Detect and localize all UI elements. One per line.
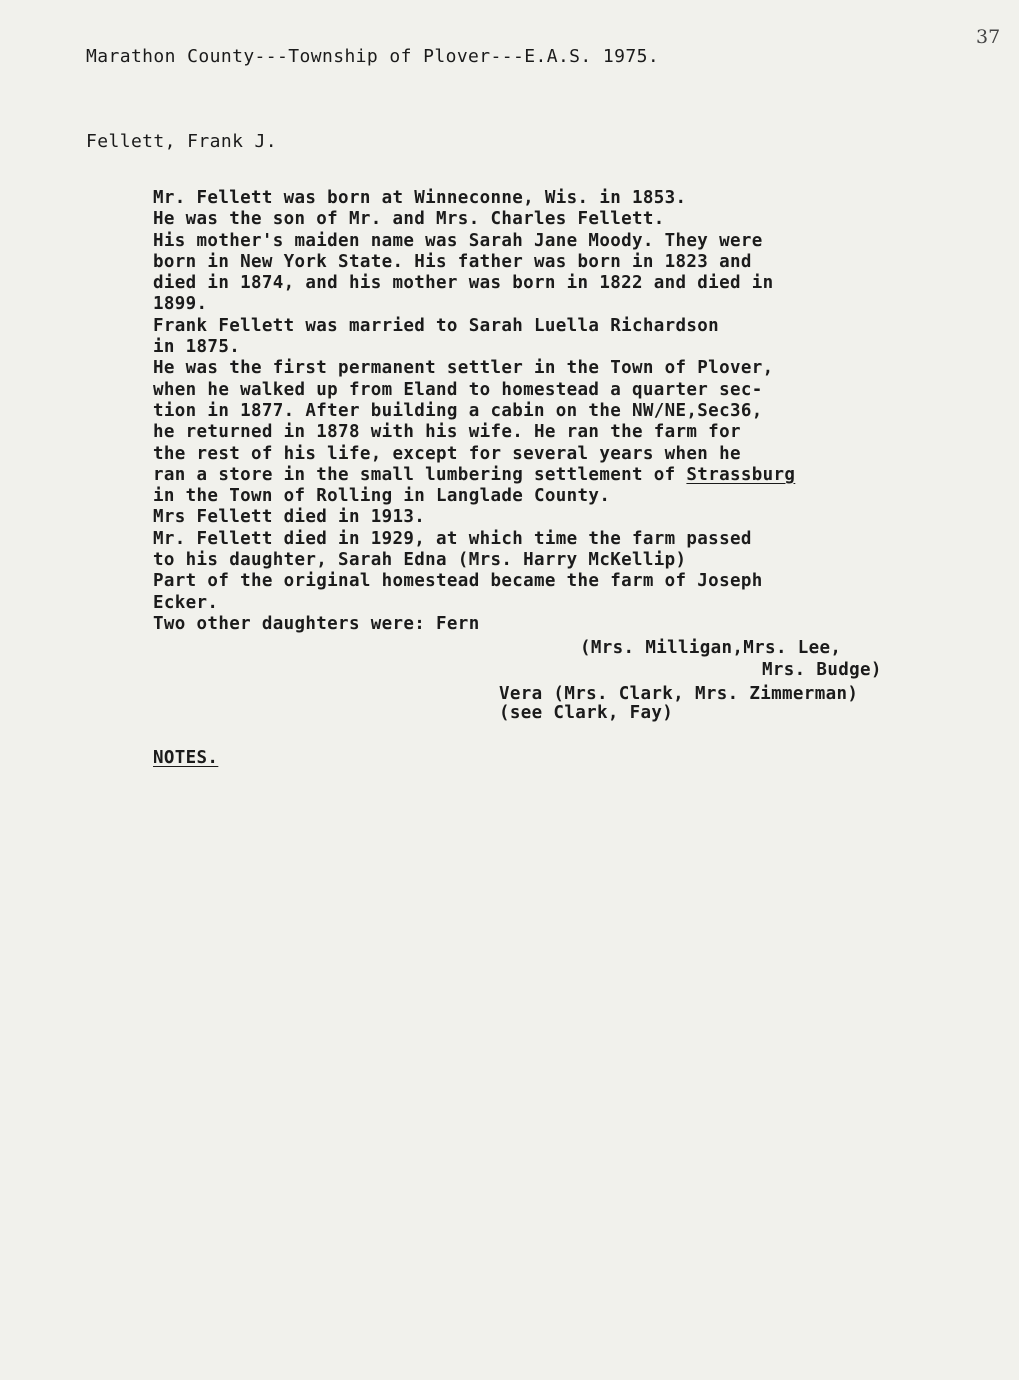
text-line: he returned in 1878 with his wife. He ran the farm for (153, 422, 741, 443)
text-line: when he walked up from Eland to homestead a quarter sec- (153, 379, 763, 400)
text-line: tion in 1877. After building a cabin on the NW/NE,Sec36, (153, 400, 763, 421)
text-line: Mrs Fellett died in 1913. (153, 507, 426, 528)
see-reference: (see Clark, Fay) (499, 703, 674, 723)
text-line: Two other daughters were: Fern (153, 613, 480, 634)
fern-married-names-cont: Mrs. Budge) (762, 660, 882, 680)
strassburg-lead-text: ran a store in the small lumbering settlement of (153, 464, 687, 485)
text-line: the rest of his life, except for several years when he (153, 443, 741, 464)
text-line: in the Town of Rolling in Langlade County. (153, 486, 611, 507)
text-line: Frank Fellett was married to Sarah Luella Richardson (153, 315, 720, 336)
text-line: to his daughter, Sarah Edna (Mrs. Harry McKellip) (153, 550, 687, 571)
biography-text (153, 188, 795, 635)
text-line: Part of the original homestead became the farm of Joseph (153, 571, 763, 592)
strassburg-underlined: Strassburg (686, 464, 796, 485)
vera-married-names: Vera (Mrs. Clark, Mrs. Zimmerman) (499, 684, 859, 704)
text-line: died in 1874, and his mother was born in 1822 and died in (153, 273, 774, 294)
text-line: Mr. Fellett died in 1929, at which time the farm passed (153, 528, 752, 549)
text-line: Ecker. (153, 592, 219, 613)
text-line: Mr. Fellett was born at Winneconne, Wis. in 1853. (153, 188, 687, 208)
text-line: in 1875. (153, 337, 241, 358)
page-number: 37 (976, 26, 1001, 48)
text-line: 1899. (153, 294, 208, 315)
text-line: born in New York State. His father was born in 1823 and (153, 251, 752, 272)
subject-name: Fellett, Frank J. (86, 131, 278, 152)
text-line-strassburg (153, 465, 795, 486)
document-header: Marathon County---Township of Plover---E.A.S. 1975. (86, 46, 660, 67)
text-line: His mother's maiden name was Sarah Jane Moody. They were (153, 230, 763, 251)
fern-married-names: (Mrs. Milligan,Mrs. Lee, (580, 638, 842, 658)
text-line: He was the son of Mr. and Mrs. Charles Fellett. (153, 209, 665, 230)
text-line: He was the first permanent settler in the Town of Plover, (153, 358, 774, 379)
notes-heading: NOTES. (153, 748, 219, 768)
